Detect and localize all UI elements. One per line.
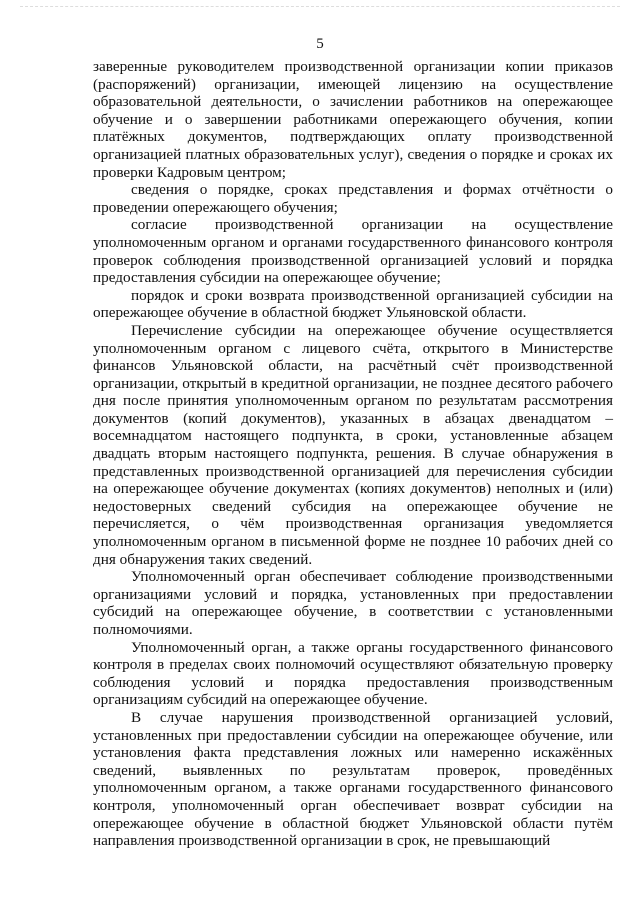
paragraph: Уполномоченный орган обеспечивает соблюдение производственными организациями условий и порядка, установленных при предоставлении субсидий на опережающее обучение, в соответствии с установленными полномочиями. [93, 568, 613, 638]
document-body [93, 58, 613, 850]
paragraph: Уполномоченный орган, а также органы государственного финансового контроля в пределах своих полномочий осуществляют обязательную проверку соблюдения условий и порядка предоставления производственным организациям субсидий на опережающее обучение. [93, 638, 613, 709]
paragraph: заверенные руководителем производственной организации копии приказов (распоряжений) организации, имеющей лицензию на осуществление образовательной деятельности, о зачислении работников на опережающее обучение и о завершении работниками опережающего обучения, копии платёжных документов, подтверждающих оплату производственной организацией платных образовательных услуг), сведения о порядке и сроках их проверки Кадровым центром; [93, 58, 613, 181]
paragraph: сведения о порядке, сроках представления и формах отчётности о проведении опережающего обучения; [93, 181, 613, 216]
paragraph: Перечисление субсидии на опережающее обучение осуществляется уполномоченным органом с лицевого счёта, открытого в Министерстве финансов Ульяновской области, на расчётный счёт производственной организации, открытый в кредитной организации, не позднее десятого рабочего дня после принятия уполномоченным органом по результатам рассмотрения документов (копий документов), указанных в абзацах двенадцатом – восемнадцатом настоящего подпункта, в сроки, установленные абзацем двадцать вторым настоящего подпункта, решения. В случае обнаружения в представленных производственной организацией для перечисления субсидии на опережающее обучение документах (копиях документов) неполных и (или) недостоверных сведений субсидия на опережающее обучение не перечисляется, о чём производственная организация уведомляется уполномоченным органом в письменной форме не позднее 10 рабочих дней со дня обнаружения таких сведений. [93, 321, 613, 568]
paragraph: согласие производственной организации на осуществление уполномоченным органом и органами государственного финансового контроля проверок соблюдения производственной организацией условий и порядка предоставления субсидии на опережающее обучение; [93, 216, 613, 287]
paragraph: порядок и сроки возврата производственной организацией субсидии на опережающее обучение в областной бюджет Ульяновской области. [93, 286, 613, 322]
page-number: 5 [316, 36, 324, 52]
paragraph: В случае нарушения производственной организацией условий, установленных при предоставлении субсидии на опережающее обучение, или установления факта представления ложных или намеренно искажённых сведений, выявленных по результатам проверок, проведённых уполномоченным органом, а также органами государственного финансового контроля, уполномоченный орган обеспечивает возврат субсидии на опережающее обучение в областной бюджет Ульяновской области путём направления производственной организации в срок, не превышающий [93, 708, 613, 850]
scan-edge-marks [20, 6, 620, 9]
